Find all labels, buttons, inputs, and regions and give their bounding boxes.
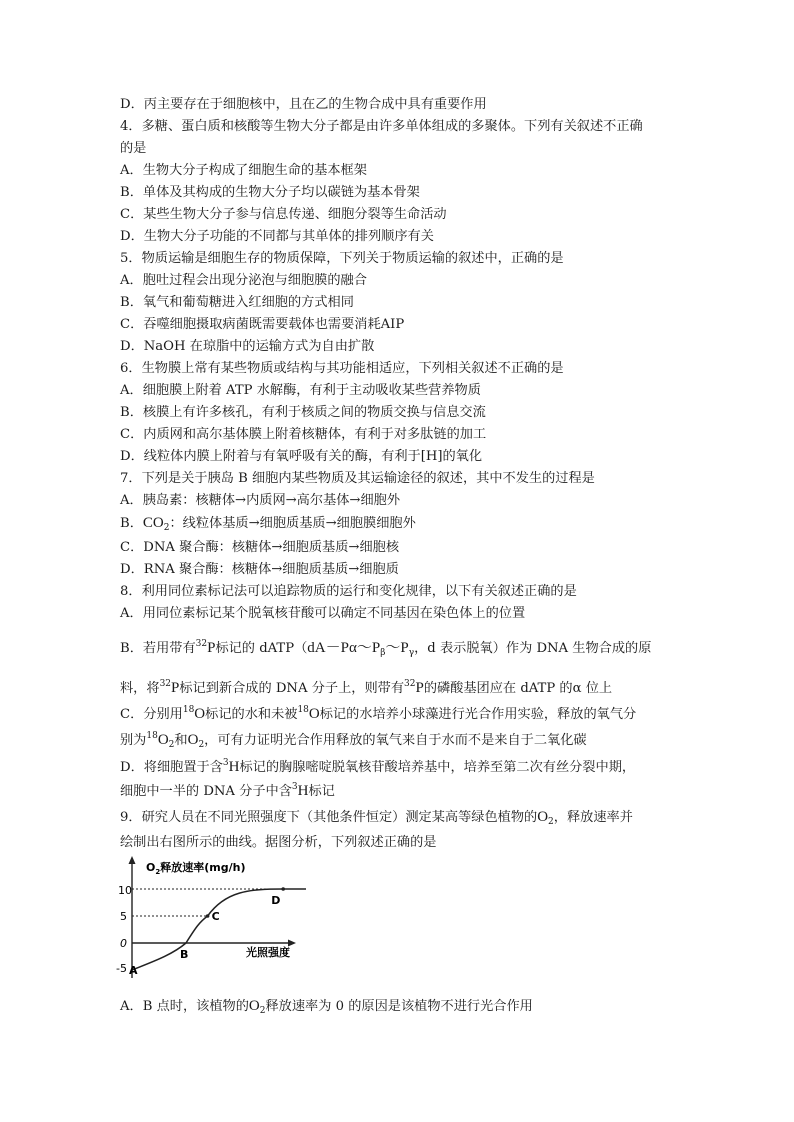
q8-option-d-cont: 细胞中一半的 DNA 分子中含$^3$H标记 xyxy=(120,782,335,799)
q4-option-b: B．单体及其构成的生物大分子均以碳链为基本骨架 xyxy=(120,185,420,200)
tick-10: 10 xyxy=(118,884,132,897)
q3-option-d: D．丙主要存在于细胞核中，且在乙的生物合成中具有重要作用 xyxy=(120,97,487,112)
q5-option-d: D．NaOH 在琼脂中的运输方式为自由扩散 xyxy=(120,339,375,354)
q8-option-c: C．分别用$^{18}$O标记的水和未被$^{18}$O标记的水培养小球藻进行光合作用实验，释放的氧气分 xyxy=(120,705,637,722)
q8-stem: 8．利用同位素标记法可以追踪物质的运行和变化规律，以下有关叙述正确的是 xyxy=(120,584,577,599)
q4-stem: 4．多糖、蛋白质和核酸等生物大分子都是由许多单体组成的多聚体。下列有关叙述不正确 xyxy=(120,119,643,134)
q7-stem: 7．下列是关于胰岛 B 细胞内某些物质及其运输途径的叙述，其中不发生的过程是 xyxy=(120,471,595,486)
q5-stem: 5．物质运输是细胞生存的物质保障，下列关于物质运输的叙述中，正确的是 xyxy=(120,251,564,266)
q4-stem-cont: 的是 xyxy=(120,141,147,156)
q7-option-a: A．胰岛素：核糖体→内质网→高尔基体→细胞外 xyxy=(120,493,401,508)
q5-option-c: C．吞噬细胞摄取病菌既需要载体也需要消耗AIP xyxy=(120,317,405,332)
q4-option-c: C．某些生物大分子参与信息传递、细胞分裂等生命活动 xyxy=(120,207,447,222)
q6-option-d: D．线粒体内膜上附着与有氧呼吸有关的酶，有利于[H]的氧化 xyxy=(120,449,483,464)
q4-option-a: A．生物大分子构成了细胞生命的基本框架 xyxy=(120,163,367,178)
point-a-label: A xyxy=(129,964,138,977)
point-c-label: C xyxy=(211,910,220,923)
q5-option-a: A．胞吐过程会出现分泌泡与细胞膜的融合 xyxy=(120,273,367,288)
point-c-marker xyxy=(206,914,210,918)
q6-stem: 6．生物膜上常有某些物质或结构与其功能相适应，下列相关叙述不正确的是 xyxy=(120,361,564,376)
q7-option-b: B．$CO_2$：线粒体基质→细胞质基质→细胞膜细胞外 xyxy=(120,515,416,533)
point-b-label: B xyxy=(180,948,189,961)
y-axis-arrow xyxy=(129,856,136,864)
q4-option-d: D．生物大分子功能的不同都与其单体的排列顺序有关 xyxy=(120,229,434,244)
q8-option-a: A．用同位素标记某个脱氧核苷酸可以确定不同基因在染色体上的位置 xyxy=(120,606,526,621)
tick-0: 0 xyxy=(120,937,127,950)
q9-stem-cont: 绘制出右图所示的曲线。据图分析，下列叙述正确的是 xyxy=(120,835,437,850)
tick-neg5: -5 xyxy=(116,962,127,975)
q9-stem: 9．研究人员在不同光照强度下（其他条件恒定）测定某高等绿色植物的$O_2$，释放速率并 xyxy=(120,809,633,827)
q7-option-c: C．DNA 聚合酶：核糖体→细胞质基质→细胞核 xyxy=(120,540,400,555)
q6-option-c: C．内质网和高尔基体膜上附着核糖体，有利于对多肽链的加工 xyxy=(120,427,487,442)
q9-option-a: A．B 点时，该植物的$O_2$释放速率为 0 的原因是该植物不进行光合作用 xyxy=(120,998,533,1016)
q6-option-b: B．核膜上有许多核孔，有利于核质之间的物质交换与信息交流 xyxy=(120,405,486,420)
o2-release-rate-graph xyxy=(116,852,306,982)
q8-option-d: D．将细胞置于含$^3$H标记的胸腺嘧啶脱氧核苷酸培养基中，培养至第二次有丝分裂中期， xyxy=(120,758,636,775)
q8-option-b-cont: 料，将$^{32}$P标记到新合成的 DNA 分子上，则带有$^{32}$P的磷酸基团应在 dATP 的α 位上 xyxy=(120,679,613,696)
tick-5: 5 xyxy=(120,910,127,923)
q8-option-c-cont: 别为$^{18}O_2$和$O_2$，可有力证明光合作用释放的氧气来自于水而不是来自于二氧化碳 xyxy=(120,731,587,750)
x-axis-label: 光照强度 xyxy=(246,946,290,959)
q6-option-a: A．细胞膜上附着 ATP 水解酶，有利于主动吸收某些营养物质 xyxy=(120,383,481,398)
point-d-marker xyxy=(281,887,285,891)
y-axis-label: $O_2$释放速率(mg/h) xyxy=(146,861,246,876)
q7-option-d: D．RNA 聚合酶：核糖体→细胞质基质→细胞质 xyxy=(120,562,399,577)
point-d-label: D xyxy=(271,894,281,907)
q8-option-b: B．若用带有$^{32}$P标记的 $dATP(dA-P\alpha\sim P_\beta\sim P_\gamma$，d 表示脱氧）作为 DNA 生物合成的原 xyxy=(120,639,652,658)
q5-option-b: B．氧气和葡萄糖进入红细胞的方式相同 xyxy=(120,295,354,310)
